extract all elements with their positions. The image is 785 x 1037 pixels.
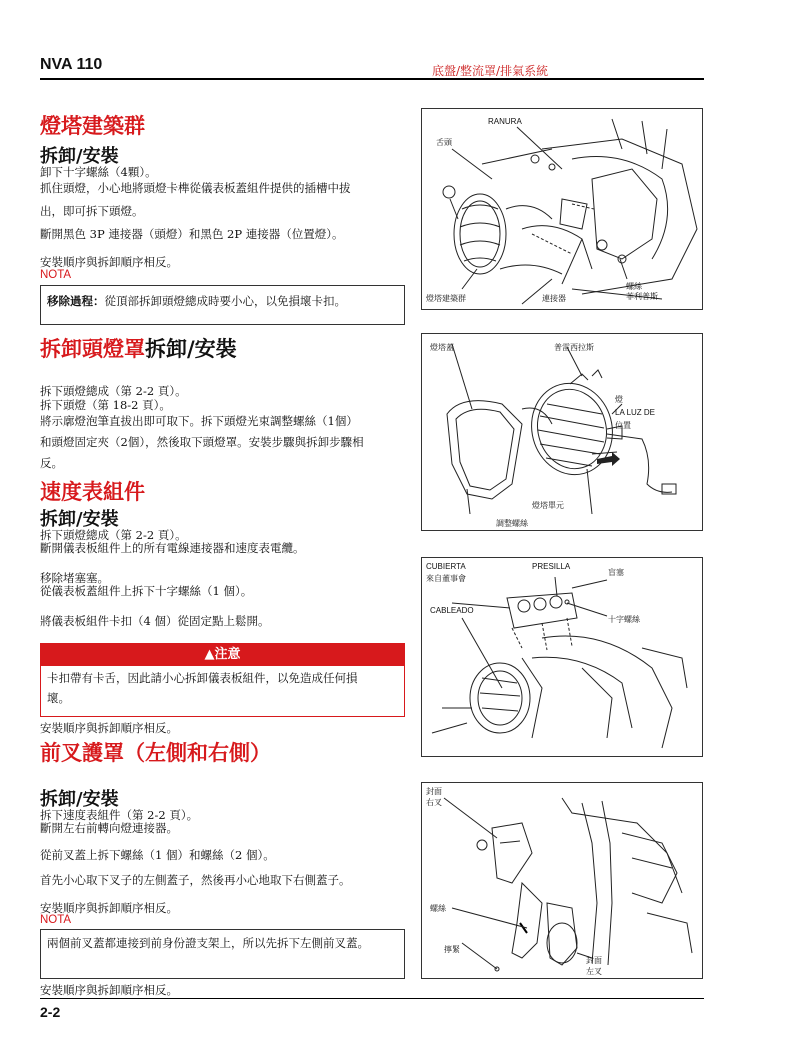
nota-body: 從頂部拆卸頭燈總成時要小心，以免損壞卡扣。 bbox=[104, 294, 346, 308]
section4-title: 前叉護罩（左側和右側） bbox=[40, 740, 271, 765]
nota-text bbox=[41, 286, 404, 316]
label-presley: 普雷西拉斯 bbox=[554, 343, 594, 352]
caution-text bbox=[41, 666, 404, 710]
section-title: 底盤/整流罩/排氣系統 bbox=[432, 64, 549, 78]
section4-line: 拆下速度表組件（第 2-2 頁）。 bbox=[40, 808, 199, 822]
section3-line: 移除堵塞塞。 bbox=[40, 571, 109, 585]
section1-line: 卸下十字螺絲（4顆）。 bbox=[40, 165, 157, 179]
speedometer-figure bbox=[421, 557, 703, 757]
caution-line: 卡扣帶有卡舌，因此請小心拆卸儀表板組件，以免造成任何損 bbox=[47, 671, 358, 685]
label-presilla: PRESILLA bbox=[532, 562, 571, 571]
headlight-assembly-figure bbox=[421, 108, 703, 310]
page-number: 2-2 bbox=[40, 1004, 61, 1020]
section3-line: 斷開儀表板組件上的所有電線連接器和速度表電纜。 bbox=[40, 541, 305, 555]
label-phillips-screw: 十字螺絲 bbox=[608, 615, 640, 624]
section3-line: 將儀表板組件卡扣（4 個）從固定點上鬆開。 bbox=[40, 614, 270, 628]
section2-line: 反。 bbox=[40, 456, 63, 470]
label-tongue: 舌頭 bbox=[436, 138, 452, 147]
section4-line: 首先小心取下叉子的左側蓋子，然後再小心地取下右側蓋子。 bbox=[40, 873, 351, 887]
label-ranura: RANURA bbox=[488, 117, 522, 126]
label-cover: 燈塔蓋 bbox=[430, 343, 454, 352]
section1-line: 斷開黑色 3P 連接器（頭燈）和黑色 2P 連接器（位置燈）。 bbox=[40, 227, 344, 241]
label-board: 來自董事會 bbox=[426, 574, 466, 583]
section1-subtitle: 拆卸/安裝 bbox=[40, 146, 119, 167]
label-cubierta: CUBIERTA bbox=[426, 562, 466, 571]
nota-bold: 移除過程： bbox=[47, 294, 105, 308]
section4-line: 斷開左右前轉向燈連接器。 bbox=[40, 821, 178, 835]
warning-icon: ▲ bbox=[204, 647, 215, 662]
label-connector: 連接器 bbox=[542, 294, 566, 303]
nota-label: NOTA bbox=[40, 269, 72, 281]
label-cableado: CABLEADO bbox=[430, 606, 474, 615]
nota-box bbox=[40, 285, 405, 325]
section2-line: 和頭燈固定夾（2個），然後取下頭燈罩。安裝步驟與拆卸步驟相 bbox=[40, 435, 364, 449]
section2-title bbox=[40, 333, 237, 363]
fork-cover-drawing bbox=[422, 783, 702, 978]
section1-line: 出，即可拆下頭燈。 bbox=[40, 204, 144, 218]
section4-end: 安裝順序與拆卸順序相反。 bbox=[40, 983, 178, 997]
section3-line: 從儀表板蓋組件上拆下十字螺絲（1 個）。 bbox=[40, 584, 253, 598]
section3-title: 速度表組件 bbox=[40, 479, 145, 504]
section2-title-black: 拆卸/安裝 bbox=[145, 336, 237, 361]
nota-label: NOTA bbox=[40, 914, 72, 926]
section4-subtitle: 拆卸/安裝 bbox=[40, 789, 119, 810]
label-assembly: 燈塔建築群 bbox=[426, 294, 466, 303]
label-cover-right: 封面 bbox=[426, 787, 442, 796]
caution-box bbox=[40, 643, 405, 717]
caution-title: 注意 bbox=[214, 647, 241, 662]
section3-line: 拆下頭燈總成（第 2-2 頁）。 bbox=[40, 528, 187, 542]
header-rule bbox=[40, 78, 704, 80]
section4-line: 從前叉蓋上拆下螺絲（1 個）和螺絲（2 個）。 bbox=[40, 848, 275, 862]
section2-title-red: 拆卸頭燈罩 bbox=[40, 336, 145, 361]
nota-box bbox=[40, 929, 405, 979]
caution-header bbox=[41, 644, 404, 666]
label-phillips: 菲利普斯 bbox=[626, 292, 658, 301]
label-position: 位置 bbox=[615, 421, 631, 430]
label-screw: 螺絲 bbox=[430, 904, 446, 913]
section1-title: 燈塔建築群 bbox=[40, 113, 145, 138]
section1-line: 抓住頭燈，小心地將頭燈卡榫從儀表板蓋組件提供的插槽中拔 bbox=[40, 181, 351, 195]
label-luz: LA LUZ DE bbox=[615, 408, 656, 417]
caution-line: 壞。 bbox=[47, 691, 70, 705]
speedometer-drawing bbox=[422, 558, 702, 756]
nota-text: 兩個前叉蓋都連接到前身份證支架上，所以先拆下左側前叉蓋。 bbox=[47, 936, 369, 950]
label-screw: 螺絲 bbox=[626, 282, 642, 291]
label-fork-right: 右叉 bbox=[426, 798, 442, 807]
label-fork-left: 左叉 bbox=[586, 967, 602, 976]
section2-line: 拆下頭燈（第 18-2 頁）。 bbox=[40, 398, 171, 412]
label-lamp: 燈 bbox=[615, 395, 623, 404]
section1-line: 安裝順序與拆卸順序相反。 bbox=[40, 255, 178, 269]
label-adjust: 調整螺絲 bbox=[496, 519, 528, 528]
section4-line: 安裝順序與拆卸順序相反。 bbox=[40, 901, 178, 915]
label-blind-plug: 盲塞 bbox=[608, 568, 624, 577]
headlight-cover-figure bbox=[421, 333, 703, 531]
section3-end: 安裝順序與拆卸順序相反。 bbox=[40, 721, 178, 735]
section3-subtitle: 拆卸/安裝 bbox=[40, 509, 119, 530]
headlight-assembly-drawing bbox=[422, 109, 702, 309]
fork-cover-figure bbox=[421, 782, 703, 979]
label-unit: 燈塔單元 bbox=[532, 501, 564, 510]
label-cover-left: 封面 bbox=[586, 956, 602, 965]
section2-line: 拆下頭燈總成（第 2-2 頁）。 bbox=[40, 384, 187, 398]
model-name: NVA 110 bbox=[40, 56, 103, 73]
footer-rule bbox=[40, 998, 704, 999]
section2-line: 將示廓燈泡筆直拔出即可取下。拆下頭燈光束調整螺絲（1個） bbox=[40, 414, 358, 428]
label-tighten: 擰緊 bbox=[444, 945, 460, 954]
